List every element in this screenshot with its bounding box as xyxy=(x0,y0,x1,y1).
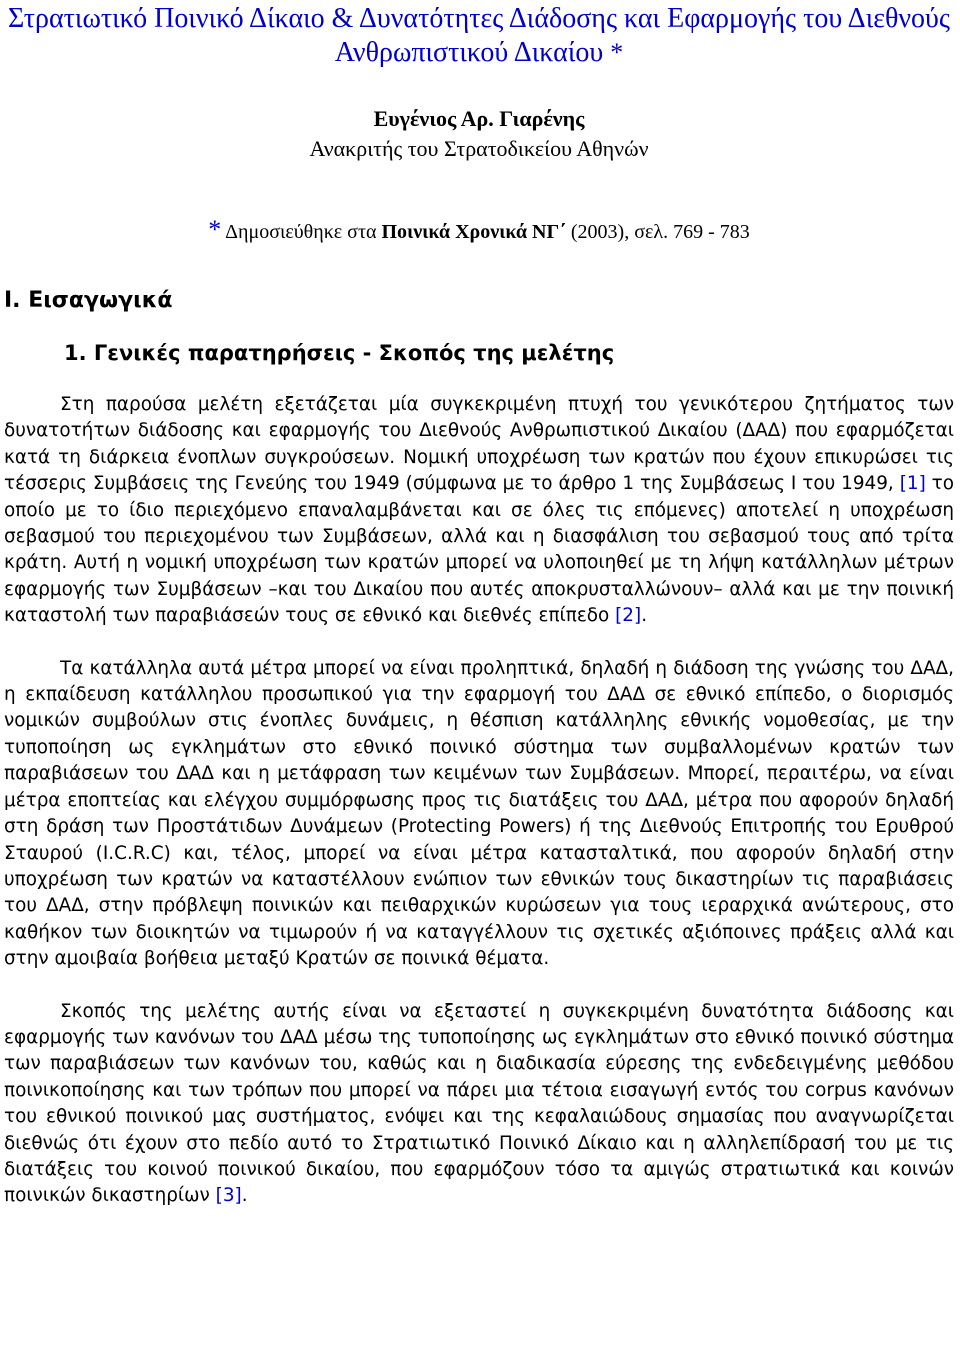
publication-note-marker: * xyxy=(208,215,222,244)
paragraph-1 xyxy=(4,392,954,630)
paragraph-3-text: Σκοπός της μελέτης αυτής είναι να εξεταστεί η συγκεκριμένη δυνατότητα διάδοσης και εφαρμογής των κανόνων του ΔΑΔ μέσω της τυποποίησης ως εγκλημάτων στο εθνικό ποινικό σύστημα των παραβιάσεων των κανόνων του, καθώς και η διαδικασία εύρεσης της ενδεδειγμένης μεθόδου ποινικοποίησης και των τρόπων που μπορεί να πάρει μια τέτοια εισαγωγή εντός του corpus κανόνων του εθνικού ποινικού μας συστήματος, ενόψει και της κεφαλαιώδους σημασίας που αναγνωρίζεται διεθνώς ότι έχουν στο πεδίο αυτό το Στρατιωτικό Ποινικό Δίκαιο και η αλληλεπίδρασή του με τις διατάξεις του κοινού ποινικού δικαίου, που εφαρμόζουν τόσο τα αμιγώς στρατιωτικά και κοινών ποινικών δικαστηρίων xyxy=(4,1000,954,1207)
paragraph-3-end: . xyxy=(241,1185,248,1207)
document-page xyxy=(4,0,954,1210)
paragraph-1-part-3: . xyxy=(641,605,648,627)
paragraph-1-part-2: το οποίο με το ίδιο περιεχόμενο επαναλαμβάνεται και σε όλες τις επόμενες) αποτελεί η υποχρέωση σεβασμού του περιεχομένου των Συμβάσεων, αλλά και η διασφάλιση του σεβασμού τους από τρίτα κράτη. Αυτή η νομική υποχρέωση των κρατών μπορεί να υλοποιηθεί με τη λήψη κατάλληλων μέτρων εφαρμογής των Συμβάσεων –και του Δικαίου που αυτές αποκρυσταλλώνουν– αλλά και με την ποινική καταστολή των παραβιάσεών τους σε εθνικό και διεθνές επίπεδο xyxy=(4,473,954,627)
title-text: Στρατιωτικό Ποινικό Δίκαιο & Δυνατότητες Διάδοσης και Εφαρμογής του Διεθνούς Ανθρωπιστικού Δικαίου xyxy=(7,3,951,68)
footnote-link-2[interactable]: [2] xyxy=(615,605,642,627)
publication-journal: Ποινικά Χρονικά ΝΓ΄ xyxy=(381,221,566,243)
publication-note-suffix: (2003), σελ. 769 - 783 xyxy=(565,221,750,243)
paragraph-1-part-1: Στη παρούσα μελέτη εξετάζεται μία συγκεκριμένη πτυχή του γενικότερου ζητήματος των δυνατοτήτων διάδοσης και εφαρμογής του Διεθνούς Ανθρωπιστικού Δικαίου (ΔΑΔ) που εφαρμόζεται κατά τη διάρκεια ένοπλων συγκρούσεων. Νομική υποχρέωση των κρατών που έχουν επικυρώσει τις τέσσερις Συμβάσεις της Γενεύης του 1949 (σύμφωνα με το άρθρο 1 της Συμβάσεως Ι του 1949, xyxy=(4,394,954,495)
publication-note xyxy=(4,216,954,246)
paragraph-2: Τα κατάλληλα αυτά μέτρα μπορεί να είναι προληπτικά, δηλαδή η διάδοση της γνώσης του ΔΑΔ, η εκπαίδευση κατάλληλου προσωπικού για την εφαρμογή του ΔΑΔ σε εθνικό επίπεδο, ο διορισμός νομικών συμβούλων στις ένοπλες δυνάμεις, η θέσπιση κατάλληλης εθνικής νομοθεσίας, με την τυποποίηση ως εγκλημάτων στο εθνικό ποινικό σύστημα των συμβαλλομένων κρατών των παραβιάσεων του ΔΑΔ και η μετάφραση των κειμένων των Συμβάσεων. Μπορεί, περαιτέρω, να είναι μέτρα εποπτείας και ελέγχου συμμόρφωσης προς τις διατάξεις του ΔΑΔ, μέτρα που αφορούν δηλαδή στη δράση των Προστάτιδων Δυνάμεων (Protecting Powers) ή της Διεθνούς Επιτροπής του Ερυθρού Σταυρού (I.C.R.C) και, τέλος, μπορεί να είναι μέτρα κατασταλτικά, που αφορούν δηλαδή στην υποχρέωση των κρατών να καταστέλλουν ενώπιον των εθνικών τους δικαστηρίων τις παραβιάσεις του ΔΑΔ, στην πρόβλεψη ποινικών και πειθαρχικών κυρώσεων για τους ιεραρχικά ανώτερους, στο καθήκον των διοικητών να τιμωρούν ή να καταγγέλλουν τις σχετικές αξιόποινες πράξεις αλλά και στην αμοιβαία βοήθεια μεταξύ Κρατών σε ποινικά θέματα. xyxy=(4,657,954,970)
section-heading: Ι. Εισαγωγικά xyxy=(4,288,173,313)
subsection-heading: 1. Γενικές παρατηρήσεις - Σκοπός της μελέτης xyxy=(64,341,615,365)
footnote-link-3[interactable]: [3] xyxy=(215,1185,242,1207)
author-block xyxy=(4,104,954,164)
publication-note-prefix: Δημοσιεύθηκε στα xyxy=(221,221,382,243)
author-role: Ανακριτής του Στρατοδικείου Αθηνών xyxy=(309,136,649,161)
paragraph-3 xyxy=(4,999,954,1210)
document-title xyxy=(4,2,954,70)
footnote-link-1[interactable]: [1] xyxy=(899,473,926,495)
author-name: Ευγένιος Αρ. Γιαρένης xyxy=(373,106,585,131)
title-footnote-marker[interactable]: * xyxy=(610,38,624,67)
